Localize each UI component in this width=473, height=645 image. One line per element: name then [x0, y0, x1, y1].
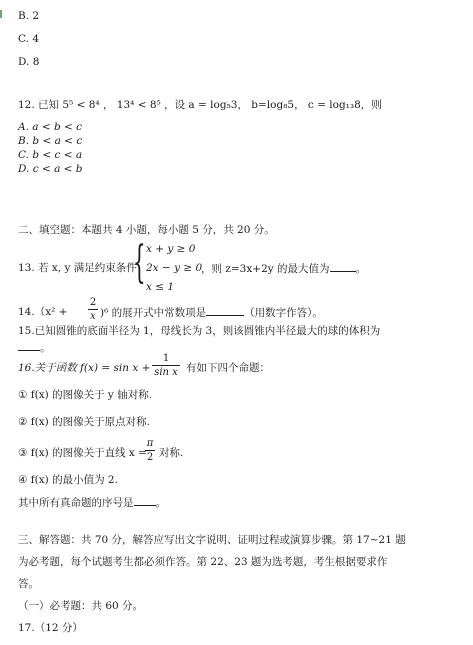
section2-heading: 二、填空题：本题共 4 小题，每小题 5 分，共 20 分。 [18, 224, 275, 236]
q12-option-d: D. c < a < b [18, 163, 83, 175]
q11-option-d: D. 8 [18, 56, 40, 68]
q14-fraction [88, 297, 98, 322]
q16-answer-blank [134, 496, 156, 506]
q14-frac-bar [88, 309, 98, 310]
q16-p3-frac-bar [145, 450, 155, 451]
q13-constraint-1: x + y ≥ 0 [146, 243, 196, 255]
q16-frac-num: 1 [162, 353, 170, 364]
section3-part1: （一）必考题：共 60 分。 [18, 600, 144, 612]
q14-prefix: 14.（x² + [18, 306, 68, 318]
q12-option-a: A. a < b < c [18, 121, 83, 133]
q16-fraction [152, 353, 180, 378]
q16-p3-fraction [145, 438, 155, 463]
q14-end: （用数字作答）。 [244, 307, 323, 319]
q16-ask-text: 其中所有真命题的序号是 [18, 497, 134, 509]
margin-check-mark [0, 10, 6, 18]
q14-frac-num: 2 [89, 297, 97, 308]
q16-proposition-3-prefix: ③ f(x) 的图像关于直线 x = [18, 447, 147, 459]
q17-title: 17.（12 分） [18, 622, 83, 634]
q14-suffix [100, 306, 323, 320]
q13-suffix [201, 262, 366, 276]
section3-heading-line1: 三、解答题：共 70 分，解答应写出文字说明、证明过程或演算步骤。第 17~21 题 [18, 534, 406, 546]
q13-constraint-2: 2x − y ≥ 0 [146, 262, 203, 274]
section3-heading-line2: 为必考题，每个试题考生都必须作答。第 22、23 题为选考题，考生根据要求作 [18, 556, 388, 568]
q15-line2 [18, 341, 51, 355]
q12-option-b: B. b < a < c [18, 135, 83, 147]
q12-stem: 12. 已知 5⁵ < 8⁴ ， 13⁴ < 8⁵ ，设 a = log₅3， b=log₈5， c = log₁₃8，则 [18, 99, 382, 111]
q16-p3-frac-den: 2 [146, 452, 154, 463]
q13-brace: { [133, 237, 146, 288]
q11-option-c: C. 4 [18, 33, 40, 45]
q14-frac-den: x [90, 311, 96, 322]
q13-answer-blank [330, 262, 356, 272]
q16-frac-den: sin x [154, 367, 178, 378]
q15-answer-blank [18, 341, 40, 351]
q16-frac-bar [152, 365, 180, 366]
q16-end: 。 [155, 497, 166, 509]
q16-p3-frac-num: π [146, 438, 154, 449]
q11-option-b: B. 2 [18, 10, 40, 22]
q16-proposition-4: ④ f(x) 的最小值为 2. [18, 474, 118, 486]
q13-constraint-3: x ≤ 1 [146, 281, 175, 293]
q13-suffix-text: ，则 z=3x+2y 的最大值为 [201, 263, 330, 275]
q13-prefix: 13. 若 x, y 满足约束条件 [18, 262, 137, 274]
q16-suffix: 有如下四个命题： [186, 362, 270, 374]
q15-line1: 15.已知圆锥的底面半径为 1，母线长为 3，则该圆锥内半径最大的球的体积为 [18, 325, 381, 337]
q16-proposition-1: ① f(x) 的图像关于 y 轴对称. [18, 389, 153, 401]
q16-ask [18, 496, 166, 510]
q15-end: 。 [40, 342, 51, 354]
q16-proposition-3-suffix: 对称. [159, 447, 184, 459]
section3-heading-line3: 答。 [18, 578, 39, 590]
q16-proposition-2: ② f(x) 的图像关于原点对称. [18, 416, 150, 428]
q14-answer-blank [206, 306, 244, 316]
q14-suffix-text: )⁶ 的展开式中常数项是 [100, 307, 207, 319]
q16-prefix: 16.关于函数 f(x) = sin x + [18, 362, 151, 374]
q12-option-c: C. b < c < a [18, 149, 83, 161]
q13-end: 。 [355, 263, 367, 275]
